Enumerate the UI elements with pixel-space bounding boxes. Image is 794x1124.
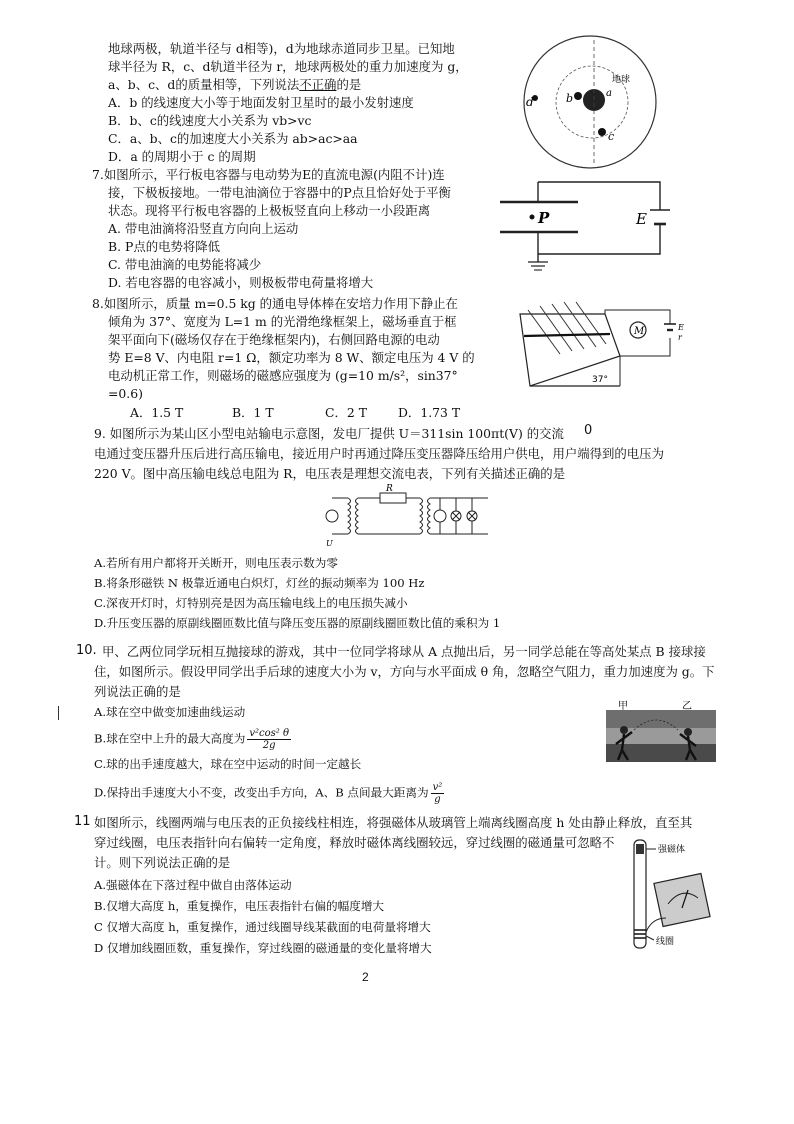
q8-line-3: 架平面向下(磁场仅存在于绝缘框架内)，右侧回路电源的电动 (108, 332, 440, 347)
q9-option-b: B.将条形磁铁 N 极靠近通电白炽灯，灯丝的振动频率为 100 Hz (94, 576, 425, 590)
q8-line-4: 势 E=8 V、内电阻 r=1 Ω，额定功率为 8 W、额定电压为 4 V 的 (108, 350, 475, 365)
q10-option-b-denominator: 2g (262, 740, 276, 751)
page-number: 2 (362, 970, 369, 984)
q11-option-a: A.强磁体在下落过程中做自由落体运动 (94, 878, 292, 892)
q7-line-2: 接，下极板接地。一带电油滴位于容器中的P点且恰好处于平衡 (108, 185, 451, 200)
q9-option-c: C.深夜开灯时，灯特别亮是因为高压输电线上的电压损失减小 (94, 596, 408, 610)
q6-option-d: D．a 的周期小于 c 的周期 (108, 149, 256, 164)
q9-option-a: A.若所有用户都将开关断开，则电压表示数为零 (94, 556, 338, 570)
q10-option-d-denominator: g (434, 794, 441, 805)
q9-option-d: D.升压变压器的原副线圈匝数比值与降压变压器的原副线圈匝数比值的乘积为 1 (94, 616, 501, 630)
q8-line-1: 8.如图所示，质量 m=0.5 kg 的通电导体棒在安培力作用下静止在 (92, 296, 458, 311)
q10-number: 10. (76, 643, 97, 658)
q10-line-2: 住，如图所示。假设甲同学出手后球的速度大小为 v，方向与水平面成 θ 角，忽略空气阻力，重力加速度为 g。下 (94, 664, 715, 679)
q10-option-b-text: B.球在空中上升的最大高度为 (94, 731, 246, 746)
q10-option-d-fraction (431, 782, 445, 805)
q6-line-3-text: a、b、c、d的质量相等，下列说法 (108, 77, 300, 92)
q6-fig-label-c: c (608, 130, 615, 143)
q8-line-2: 倾角为 37°、宽度为 L=1 m 的光滑绝缘框架上，磁场垂直于框 (108, 314, 457, 329)
q10-line-1: 甲、乙两位同学玩相互抛接球的游戏，其中一位同学将球从 A 点抛出后，另一同学总能在等高处某点 B 接球接 (102, 644, 706, 659)
q8-line-6: =0.6) (108, 386, 143, 401)
q10-fig-label-yi: 乙 (682, 701, 692, 712)
q7-fig-label-e: E (636, 210, 647, 228)
q11-option-b: B.仅增大高度 h，重复操作，电压表指针右偏的幅度增大 (94, 899, 385, 913)
q6-option-a: A．b 的线速度大小等于地面发射卫星时的最小发射速度 (108, 95, 414, 110)
q6-option-c: C．a、b、c的加速度大小关系为 ab>ac>aa (108, 131, 358, 146)
q11-line-2: 穿过线圈，电压表指针向右偏转一定角度，释放时磁体离线圈较远，穿过线圈的磁通量可忽略不 (94, 835, 615, 850)
q8-option-c: C．2 T (325, 405, 367, 420)
q10-option-d (94, 782, 444, 805)
q10-line-3: 列说法正确的是 (94, 684, 181, 699)
q10-option-b-numerator: v²cos² θ (249, 728, 289, 739)
q6-fig-label-b: b (566, 92, 574, 105)
q8-option-d: D．1.73 T (398, 405, 461, 420)
q9-line-1: 9. 如图所示为某山区小型电站输电示意图，发电厂提供 U＝311sin 100πt(V) 的交流 (94, 426, 564, 441)
q11-fig-label-coil: 线圈 (656, 937, 675, 947)
q7-fig-label-p: P (538, 209, 550, 227)
q9-transmission-figure (322, 484, 492, 546)
q9-fig-label-r: R (386, 484, 393, 494)
q10-option-b (94, 728, 291, 751)
q6-fig-label-d: d (526, 95, 534, 109)
q11-line-1: 如图所示，线圈两端与电压表的正负接线柱相连，将强磁体从玻璃管上端离线圈高度 h 处由静止释放，直至其 (94, 815, 693, 830)
q8-rail-figure (510, 296, 690, 396)
q8-fig-label-r: r (678, 333, 682, 342)
q8-fig-label-e: E (678, 323, 684, 332)
q8-fig-label-angle: 37° (592, 375, 608, 385)
q7-option-a: A. 带电油滴将沿竖直方向向上运动 (108, 221, 299, 236)
q10-option-c: C.球的出手速度越大，球在空中运动的时间一定越长 (94, 757, 362, 771)
q7-line-3: 状态。现将平行板电容器的上极板竖直向上移动一小段距离 (108, 203, 431, 218)
q8-option-b: B．1 T (232, 405, 274, 420)
q8-line-5: 电动机正常工作，则磁场的磁感应强度为 (g=10 m/s²，sin37° (108, 368, 458, 383)
q6-emphasis: 不正确 (299, 77, 337, 92)
q6-line-1: 地球两极，轨道半径与 d相等)，d为地球赤道同步卫星。已知地 (108, 41, 455, 56)
q9-mark: 0 (584, 423, 593, 438)
q6-orbit-figure (520, 30, 660, 170)
q10-option-d-text: D.保持出手速度大小不变，改变出手方向，A、B 点间最大距离为 (94, 785, 429, 800)
q10-option-d-numerator: v² (432, 782, 443, 793)
q7-option-b: B. P点的电势将降低 (108, 239, 221, 254)
q10-option-a: A.球在空中做变加速曲线运动 (94, 705, 246, 719)
q6-option-b: B．b、c的线速度大小关系为 vb>vc (108, 113, 312, 128)
q10-fig-label-jia: 甲 (618, 701, 628, 712)
q11-number: 11 (74, 814, 91, 829)
q6-line-2: 球半径为 R，c、d轨道半径为 r，地球两极处的重力加速度为 g， (108, 59, 468, 74)
q7-capacitor-figure (500, 172, 680, 272)
q9-line-3: 220 V。图中高压输电线总电阻为 R，电压表是理想交流电表，下列有关描述正确的是 (94, 466, 566, 481)
q9-fig-label-u: U (326, 539, 333, 548)
q11-option-d: D 仅增加线圈匝数，重复操作，穿过线圈的磁通量的变化量将增大 (94, 941, 432, 955)
q8-option-a: A．1.5 T (130, 405, 184, 420)
q7-line-1: 7.如图所示，平行板电容器与电动势为E的直流电源(内阻不计)连 (92, 167, 445, 182)
margin-mark (58, 706, 59, 720)
q11-option-c: C 仅增大高度 h，重复操作，通过线圈导线某截面的电荷量将增大 (94, 920, 431, 934)
q8-fig-label-motor: M (634, 326, 645, 337)
q10-photo-figure (606, 700, 716, 762)
q10-option-b-fraction (247, 728, 291, 751)
q11-magnet-figure (632, 838, 732, 950)
q6-fig-label-a: a (606, 88, 612, 99)
q6-fig-label-earth: 地球 (612, 75, 631, 85)
q6-line-3 (108, 77, 361, 93)
q7-option-d: D. 若电容器的电容减小，则极板带电荷量将增大 (108, 275, 374, 290)
q9-line-2: 电通过变压器升压后进行高压输电，接近用户时再通过降压变压器降压给用户供电，用户端得到的电压为 (94, 446, 664, 461)
q6-line-3-end: 的是 (336, 77, 362, 92)
q11-fig-label-magnet: 强磁体 (658, 845, 686, 855)
q7-option-c: C. 带电油滴的电势能将减少 (108, 257, 262, 272)
q11-line-3: 计。则下列说法正确的是 (94, 855, 231, 870)
